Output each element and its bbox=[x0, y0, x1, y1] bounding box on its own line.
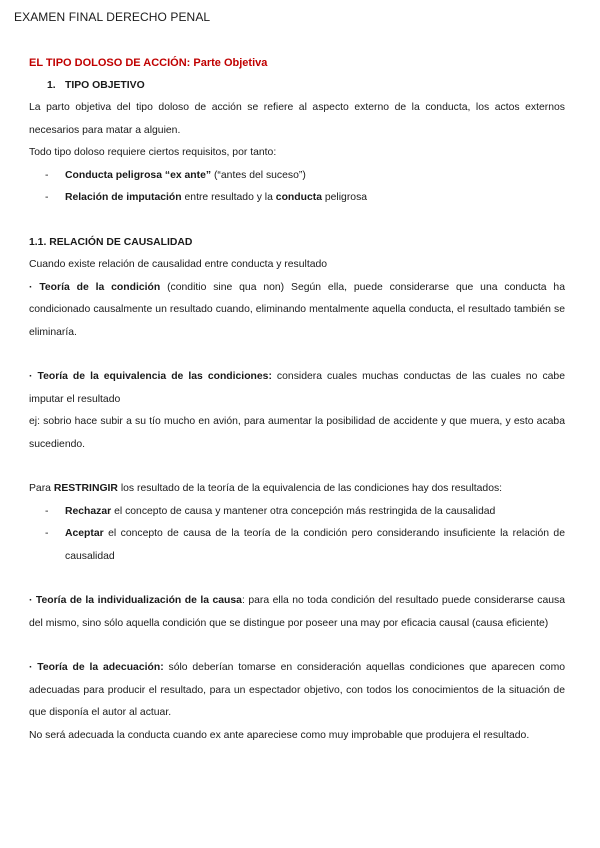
subheading-relacion-causalidad bbox=[29, 232, 565, 255]
list-text: el concepto de causa y mantener otra concepción más restringida de la causalidad bbox=[111, 505, 496, 517]
bold-term: · Teoría de la adecuación: bbox=[29, 662, 164, 673]
bold-term: · Teoría de la equivalencia de las condiciones: bbox=[29, 371, 272, 382]
bold-term: conducta bbox=[275, 192, 322, 203]
list-text: peligrosa bbox=[321, 192, 368, 203]
list-text: el concepto de causa de la teoría de la condición pero considerando insuficiente la relación de causalidad bbox=[65, 528, 565, 562]
paragraph-text: (conditio sine qua non) Según ella, puede considerarse que una conducta ha condicionado causalmente un resultado cuando, eliminando mentalmente aquella conducta, el resultado también se eliminaría. bbox=[29, 281, 565, 338]
paragraph-text: los resultado de la teoría de la equivalencia de las condiciones hay dos resultados: bbox=[117, 483, 503, 494]
paragraph-text: : para ella no toda condición del resultado puede considerarse causa del mismo, sino sólo aquella condición que se distingue por poseer una may por eficacia causal (causa eficiente) bbox=[29, 595, 565, 629]
paragraph-teoria-adecuacion bbox=[29, 657, 565, 725]
list-dash: - bbox=[45, 192, 49, 203]
list-dash: - bbox=[45, 505, 49, 517]
list-item bbox=[29, 523, 565, 568]
paragraph-intro-causalidad: Cuando existe relación de causalidad entre conducta y resultado bbox=[29, 259, 328, 270]
paragraph-text: sólo deberían tomarse en consideración aquellas condiciones que aparecen como adecuadas para producir el resultado, para un espectador objetivo, con todos los conocimientos de la situación de que disponía el autor al actuar. bbox=[29, 662, 565, 718]
paragraph-requisitos: Todo tipo doloso requiere ciertos requisitos, por tanto: bbox=[29, 147, 277, 158]
requisitos-list bbox=[29, 165, 565, 210]
paragraph-teoria-individualizacion bbox=[29, 590, 565, 635]
bold-term: RESTRINGIR bbox=[53, 483, 118, 494]
paragraph-text: Para bbox=[29, 483, 54, 494]
bold-term: · Teoría de la condición bbox=[29, 281, 161, 293]
bold-term: Relación de imputación bbox=[65, 192, 182, 203]
bold-term: · Teoría de la individualización de la causa bbox=[29, 595, 242, 606]
bold-term: Rechazar bbox=[65, 505, 112, 517]
list-text: entre resultado y la bbox=[181, 192, 276, 203]
paragraph-no-adecuada: No será adecuada la conducta cuando ex ante apareciese como muy improbable que produjera el resultado. bbox=[29, 729, 530, 741]
list-item bbox=[29, 165, 565, 188]
heading-number: 1. bbox=[47, 79, 56, 91]
spacer bbox=[29, 210, 565, 232]
section-title: EL TIPO DOLOSO DE ACCIÓN: Parte Objetiva bbox=[29, 57, 268, 69]
paragraph-teoria-equivalencia bbox=[29, 366, 565, 411]
paragraph-teoria-condicion bbox=[29, 277, 565, 345]
heading-tipo-objetivo bbox=[29, 75, 565, 98]
bold-term: Conducta peligrosa “ex ante” bbox=[65, 169, 212, 181]
page-header-title: EXAMEN FINAL DERECHO PENAL bbox=[14, 10, 211, 24]
bold-term: Aceptar bbox=[65, 528, 104, 539]
paragraph-restringir bbox=[29, 478, 565, 501]
subheading-text: 1.1. RELACIÓN DE CAUSALIDAD bbox=[29, 236, 193, 248]
spacer bbox=[29, 344, 565, 366]
list-text: (“antes del suceso”) bbox=[211, 169, 306, 181]
document-body bbox=[29, 52, 565, 747]
paragraph-parte-objetiva: La parto objetiva del tipo doloso de acción se refiere al aspecto externo de la conducta, los actos externos necesarios para matar a alguien. bbox=[29, 102, 565, 136]
restringir-list bbox=[29, 501, 565, 569]
paragraph-text: considera cuales muchas conductas de las cuales no cabe imputar el resultado bbox=[29, 371, 565, 405]
heading-text: TIPO OBJETIVO bbox=[65, 79, 145, 91]
list-item bbox=[29, 501, 565, 524]
list-dash: - bbox=[45, 169, 49, 181]
list-item bbox=[29, 187, 565, 210]
spacer bbox=[29, 568, 565, 590]
paragraph-ejemplo: ej: sobrio hace subir a su tío mucho en avión, para aumentar la posibilidad de accidente y que muera, y esto acaba sucediendo. bbox=[29, 416, 565, 450]
list-dash: - bbox=[45, 528, 49, 539]
spacer bbox=[29, 456, 565, 478]
spacer bbox=[29, 635, 565, 657]
